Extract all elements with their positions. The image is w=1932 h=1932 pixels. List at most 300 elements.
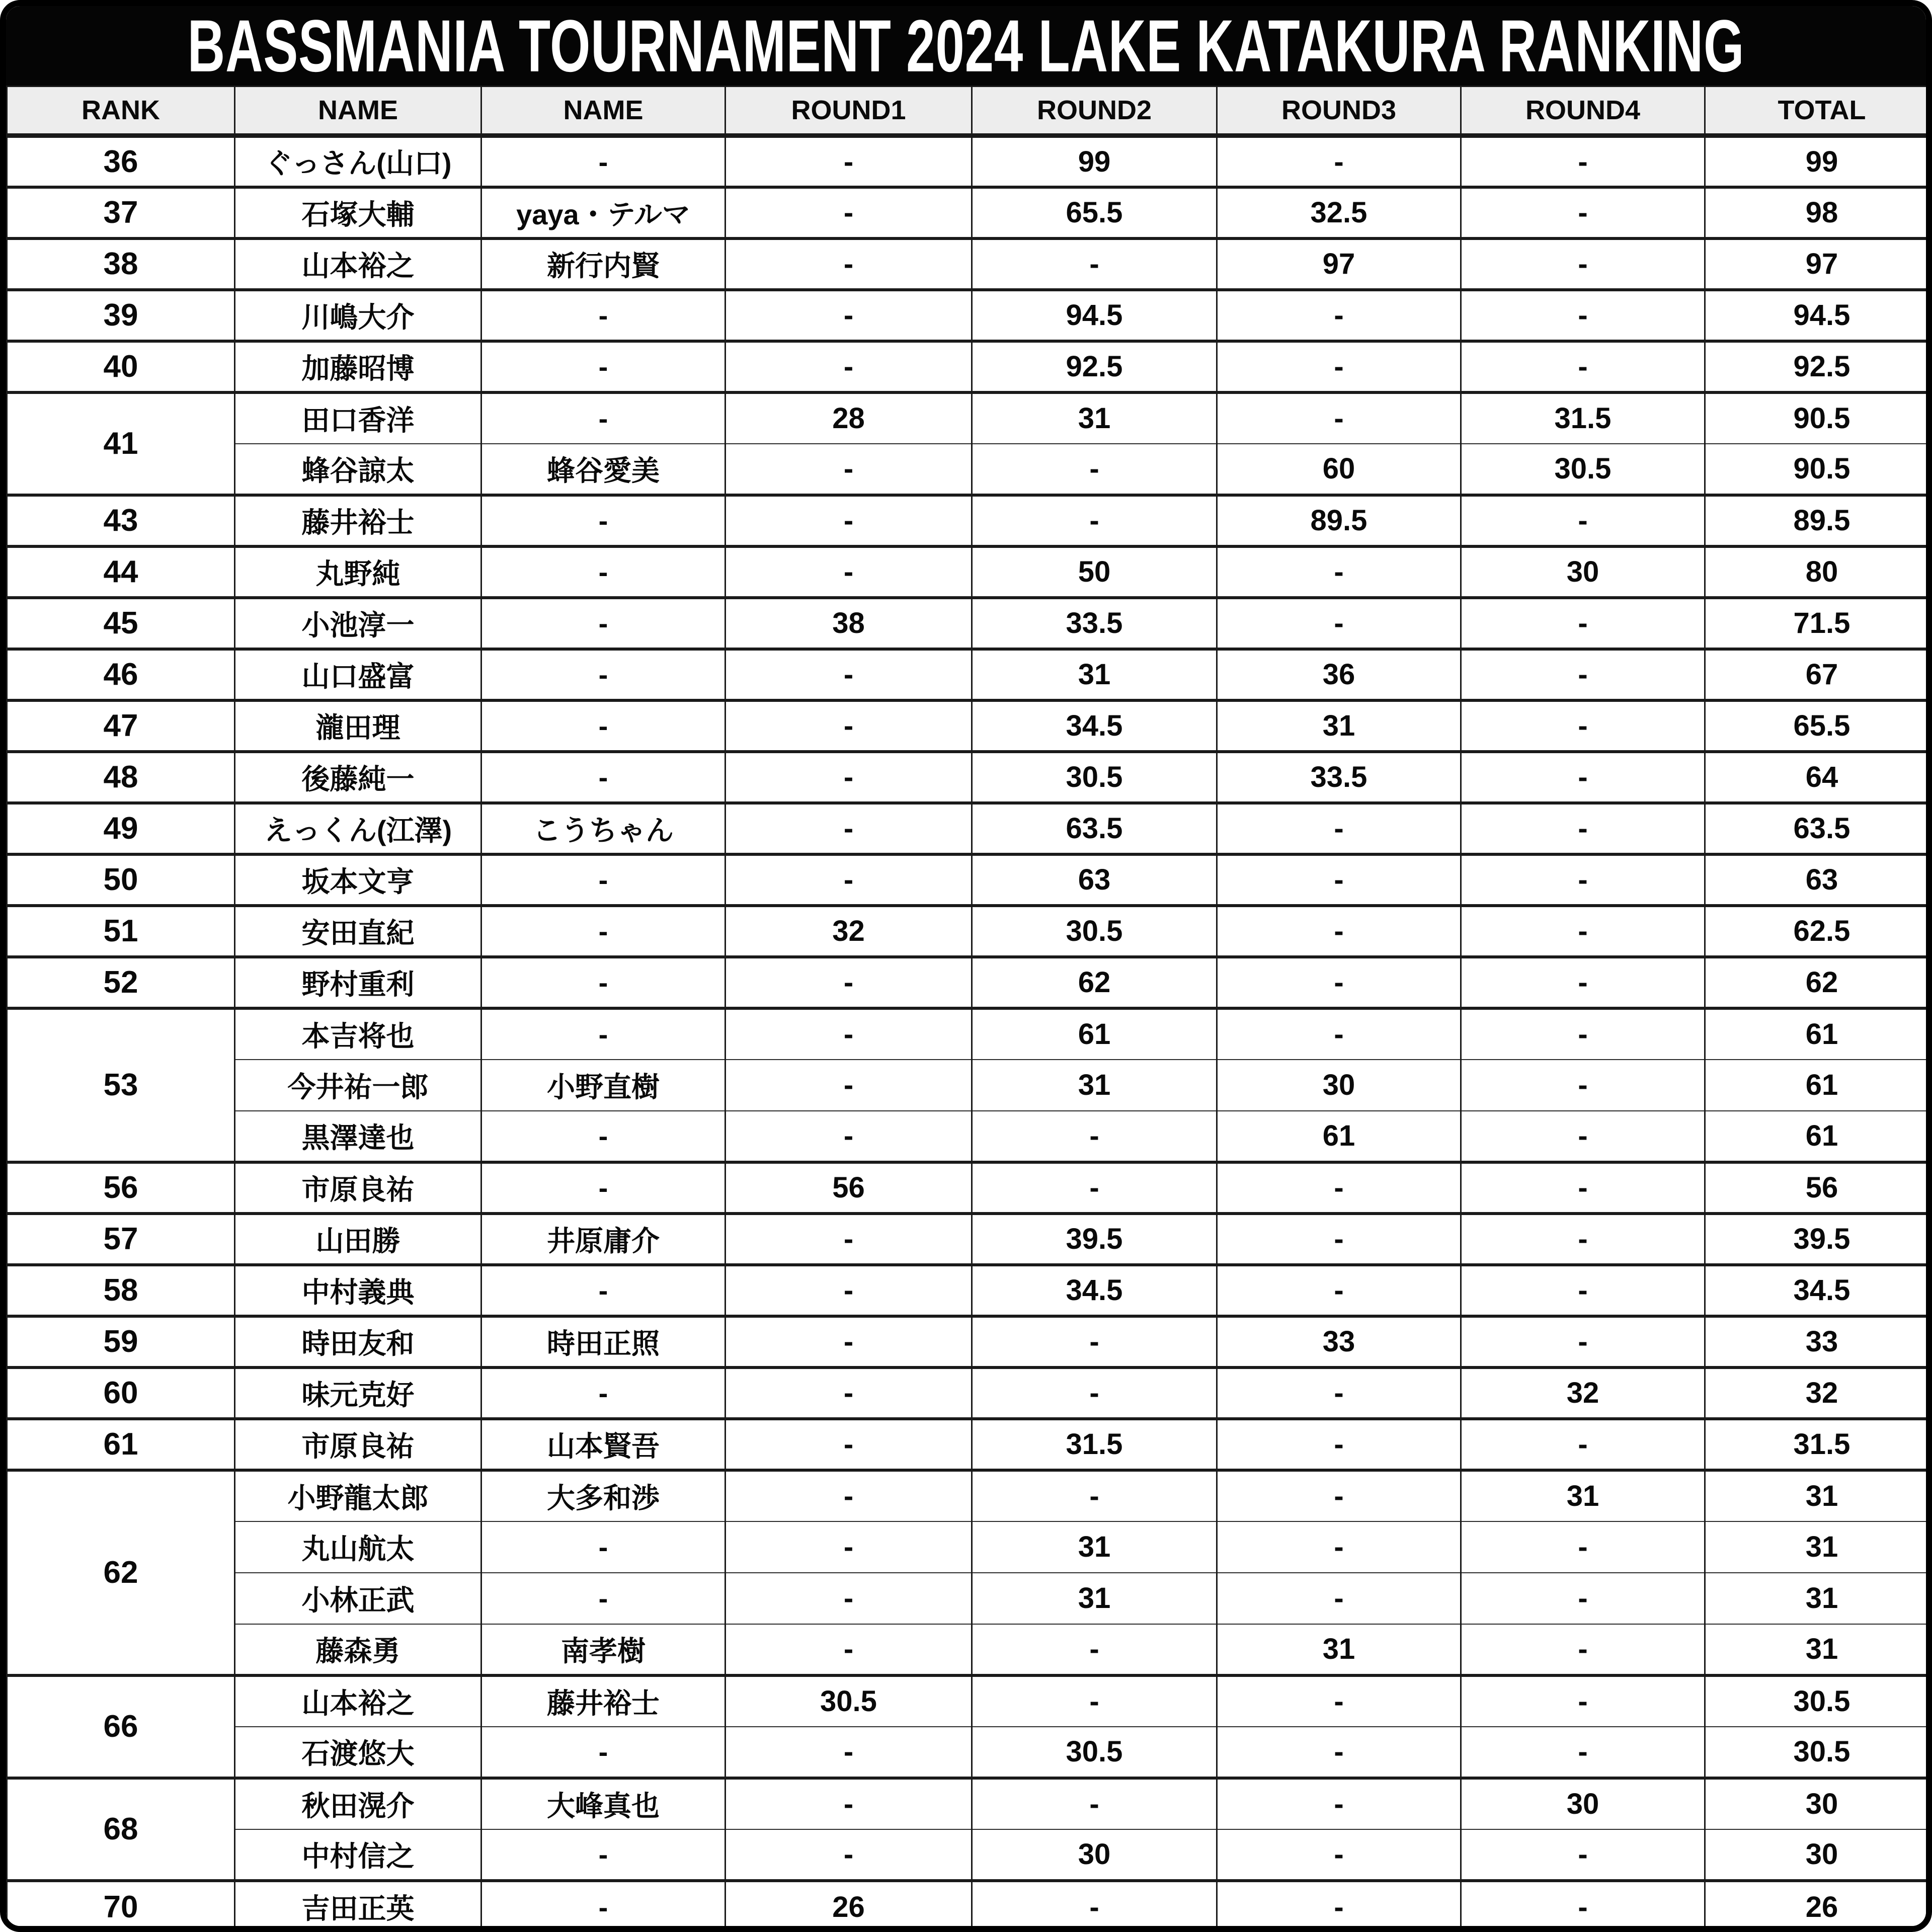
round4-score-cell: -: [1461, 1573, 1705, 1624]
name-cell-partner: -: [481, 546, 726, 598]
round2-score-cell: 62: [972, 957, 1217, 1008]
name-cell-partner: 山本賢吾: [481, 1419, 726, 1470]
column-header-total: TOTAL: [1705, 87, 1932, 136]
round3-score-cell: -: [1217, 136, 1461, 187]
name-cell-primary: ぐっさん(山口): [235, 136, 481, 187]
round3-score-cell: -: [1217, 1829, 1461, 1881]
name-cell-partner: -: [481, 649, 726, 700]
table-row: [7, 1111, 1932, 1162]
total-score-cell: 30: [1705, 1778, 1932, 1829]
round3-score-cell: -: [1217, 957, 1461, 1008]
name-cell-partner: 小野直樹: [481, 1060, 726, 1111]
round2-score-cell: 34.5: [972, 700, 1217, 752]
round1-score-cell: -: [726, 290, 972, 341]
name-cell-partner: -: [481, 906, 726, 957]
table-row: [7, 854, 1932, 906]
name-cell-partner: 新行内賢: [481, 238, 726, 290]
round4-score-cell: 30.5: [1461, 444, 1705, 495]
total-score-cell: 56: [1705, 1162, 1932, 1214]
round1-score-cell: -: [726, 495, 972, 546]
round4-score-cell: 32: [1461, 1367, 1705, 1419]
name-cell-partner: 蜂谷愛美: [481, 444, 726, 495]
header-row: [7, 87, 1932, 136]
round3-score-cell: -: [1217, 598, 1461, 649]
table-row: [7, 290, 1932, 341]
round1-score-cell: -: [726, 187, 972, 238]
round3-score-cell: 31: [1217, 1624, 1461, 1675]
name-cell-primary: 野村重利: [235, 957, 481, 1008]
rank-cell: 60: [7, 1367, 235, 1419]
table-row: [7, 803, 1932, 854]
round3-score-cell: -: [1217, 1727, 1461, 1778]
rank-cell: 61: [7, 1419, 235, 1470]
rank-cell: 51: [7, 906, 235, 957]
round2-score-cell: 50: [972, 546, 1217, 598]
total-score-cell: 31.5: [1705, 1419, 1932, 1470]
rank-cell: 39: [7, 290, 235, 341]
column-header-rank: RANK: [7, 87, 235, 136]
round2-score-cell: 34.5: [972, 1265, 1217, 1316]
round4-score-cell: -: [1461, 1419, 1705, 1470]
name-cell-primary: 丸野純: [235, 546, 481, 598]
round2-score-cell: -: [972, 1367, 1217, 1419]
ranking-table: [6, 86, 1932, 1932]
round3-score-cell: -: [1217, 341, 1461, 392]
rank-cell: 43: [7, 495, 235, 546]
table-row: [7, 752, 1932, 803]
round1-score-cell: 28: [726, 392, 972, 444]
total-score-cell: 64: [1705, 752, 1932, 803]
name-cell-primary: 時田友和: [235, 1316, 481, 1367]
total-score-cell: 33: [1705, 1316, 1932, 1367]
total-score-cell: 31: [1705, 1624, 1932, 1675]
round3-score-cell: -: [1217, 854, 1461, 906]
round3-score-cell: 32.5: [1217, 187, 1461, 238]
total-score-cell: 39.5: [1705, 1214, 1932, 1265]
table-row: [7, 1624, 1932, 1675]
round1-score-cell: -: [726, 1727, 972, 1778]
total-score-cell: 63: [1705, 854, 1932, 906]
name-cell-primary: えっくん(江澤): [235, 803, 481, 854]
name-cell-primary: 山口盛富: [235, 649, 481, 700]
name-cell-partner: 南孝樹: [481, 1624, 726, 1675]
name-cell-partner: -: [481, 1162, 726, 1214]
round2-score-cell: 65.5: [972, 187, 1217, 238]
name-cell-partner: -: [481, 1829, 726, 1881]
round4-score-cell: -: [1461, 649, 1705, 700]
name-cell-partner: 藤井裕士: [481, 1675, 726, 1727]
round3-score-cell: -: [1217, 1470, 1461, 1521]
table-row: [7, 1265, 1932, 1316]
round1-score-cell: -: [726, 1316, 972, 1367]
round4-score-cell: 31: [1461, 1470, 1705, 1521]
round2-score-cell: 94.5: [972, 290, 1217, 341]
table-row: [7, 238, 1932, 290]
name-cell-primary: 加藤昭博: [235, 341, 481, 392]
round4-score-cell: -: [1461, 1265, 1705, 1316]
round2-score-cell: 31: [972, 1521, 1217, 1573]
table-row: [7, 649, 1932, 700]
name-cell-primary: 小池淳一: [235, 598, 481, 649]
round3-score-cell: 36: [1217, 649, 1461, 700]
table-row: [7, 546, 1932, 598]
round2-score-cell: 31: [972, 649, 1217, 700]
total-score-cell: 26: [1705, 1881, 1932, 1932]
name-cell-primary: 藤森勇: [235, 1624, 481, 1675]
name-cell-partner: -: [481, 495, 726, 546]
table-body: [7, 136, 1932, 1932]
round3-score-cell: -: [1217, 906, 1461, 957]
round1-score-cell: -: [726, 957, 972, 1008]
name-cell-partner: -: [481, 1008, 726, 1060]
round1-score-cell: 32: [726, 906, 972, 957]
column-header-round3: ROUND3: [1217, 87, 1461, 136]
round2-score-cell: -: [972, 1162, 1217, 1214]
round2-score-cell: -: [972, 1675, 1217, 1727]
round4-score-cell: -: [1461, 1829, 1705, 1881]
round4-score-cell: -: [1461, 1521, 1705, 1573]
round3-score-cell: -: [1217, 1521, 1461, 1573]
name-cell-primary: 小林正武: [235, 1573, 481, 1624]
name-cell-partner: -: [481, 854, 726, 906]
table-row: [7, 700, 1932, 752]
round2-score-cell: 31: [972, 1573, 1217, 1624]
round2-score-cell: 99: [972, 136, 1217, 187]
name-cell-partner: 大多和渉: [481, 1470, 726, 1521]
round3-score-cell: -: [1217, 803, 1461, 854]
round3-score-cell: -: [1217, 1214, 1461, 1265]
round2-score-cell: 63: [972, 854, 1217, 906]
round4-score-cell: -: [1461, 495, 1705, 546]
rank-cell: 58: [7, 1265, 235, 1316]
round3-score-cell: -: [1217, 546, 1461, 598]
name-cell-primary: 安田直紀: [235, 906, 481, 957]
round4-score-cell: -: [1461, 1881, 1705, 1932]
total-score-cell: 62.5: [1705, 906, 1932, 957]
name-cell-primary: 山本裕之: [235, 238, 481, 290]
total-score-cell: 61: [1705, 1111, 1932, 1162]
table-row: [7, 136, 1932, 187]
rank-cell: 62: [7, 1470, 235, 1675]
round4-score-cell: 30: [1461, 546, 1705, 598]
round1-score-cell: -: [726, 136, 972, 187]
round4-score-cell: 30: [1461, 1778, 1705, 1829]
total-score-cell: 30.5: [1705, 1675, 1932, 1727]
name-cell-primary: 吉田正英: [235, 1881, 481, 1932]
rank-cell: 48: [7, 752, 235, 803]
round2-score-cell: 30.5: [972, 752, 1217, 803]
name-cell-partner: -: [481, 1573, 726, 1624]
round3-score-cell: 60: [1217, 444, 1461, 495]
rank-cell: 47: [7, 700, 235, 752]
round4-score-cell: 31.5: [1461, 392, 1705, 444]
total-score-cell: 94.5: [1705, 290, 1932, 341]
name-cell-partner: -: [481, 752, 726, 803]
round1-score-cell: -: [726, 1111, 972, 1162]
name-cell-partner: -: [481, 290, 726, 341]
name-cell-partner: -: [481, 392, 726, 444]
round1-score-cell: 30.5: [726, 1675, 972, 1727]
total-score-cell: 32: [1705, 1367, 1932, 1419]
round4-score-cell: -: [1461, 290, 1705, 341]
total-score-cell: 89.5: [1705, 495, 1932, 546]
table-row: [7, 906, 1932, 957]
rank-cell: 53: [7, 1008, 235, 1162]
table-row: [7, 1162, 1932, 1214]
round3-score-cell: 33.5: [1217, 752, 1461, 803]
round1-score-cell: -: [726, 1008, 972, 1060]
round4-score-cell: -: [1461, 238, 1705, 290]
name-cell-partner: -: [481, 957, 726, 1008]
round2-score-cell: 92.5: [972, 341, 1217, 392]
round3-score-cell: -: [1217, 1778, 1461, 1829]
round1-score-cell: -: [726, 854, 972, 906]
name-cell-primary: 市原良祐: [235, 1419, 481, 1470]
round1-score-cell: -: [726, 341, 972, 392]
round4-score-cell: -: [1461, 1316, 1705, 1367]
rank-cell: 68: [7, 1778, 235, 1881]
round1-score-cell: -: [726, 649, 972, 700]
name-cell-primary: 中村信之: [235, 1829, 481, 1881]
total-score-cell: 63.5: [1705, 803, 1932, 854]
table-row: [7, 1521, 1932, 1573]
table-row: [7, 1214, 1932, 1265]
column-header-name1: NAME: [235, 87, 481, 136]
round4-score-cell: -: [1461, 803, 1705, 854]
round2-score-cell: 31.5: [972, 1419, 1217, 1470]
table-row: [7, 1881, 1932, 1932]
total-score-cell: 30.5: [1705, 1727, 1932, 1778]
table-row: [7, 1470, 1932, 1521]
round3-score-cell: -: [1217, 1367, 1461, 1419]
name-cell-primary: 小野龍太郎: [235, 1470, 481, 1521]
table-row: [7, 1829, 1932, 1881]
table-row: [7, 187, 1932, 238]
column-header-round1: ROUND1: [726, 87, 972, 136]
round1-score-cell: -: [726, 803, 972, 854]
round2-score-cell: 30.5: [972, 906, 1217, 957]
name-cell-primary: 本吉将也: [235, 1008, 481, 1060]
round2-score-cell: -: [972, 1111, 1217, 1162]
round3-score-cell: -: [1217, 1008, 1461, 1060]
name-cell-partner: -: [481, 700, 726, 752]
total-score-cell: 90.5: [1705, 444, 1932, 495]
round3-score-cell: -: [1217, 392, 1461, 444]
name-cell-primary: 市原良祐: [235, 1162, 481, 1214]
name-cell-partner: -: [481, 1521, 726, 1573]
table-row: [7, 1008, 1932, 1060]
name-cell-primary: 後藤純一: [235, 752, 481, 803]
round2-score-cell: -: [972, 1470, 1217, 1521]
table-row: [7, 1778, 1932, 1829]
round2-score-cell: -: [972, 1881, 1217, 1932]
rank-cell: 59: [7, 1316, 235, 1367]
total-score-cell: 62: [1705, 957, 1932, 1008]
name-cell-primary: 瀧田理: [235, 700, 481, 752]
total-score-cell: 67: [1705, 649, 1932, 700]
rank-cell: 45: [7, 598, 235, 649]
table-row: [7, 598, 1932, 649]
table-row: [7, 1060, 1932, 1111]
round4-score-cell: -: [1461, 1060, 1705, 1111]
round1-score-cell: -: [726, 1778, 972, 1829]
round4-score-cell: -: [1461, 906, 1705, 957]
round4-score-cell: -: [1461, 700, 1705, 752]
title-bar: [6, 6, 1926, 86]
name-cell-partner: -: [481, 136, 726, 187]
round4-score-cell: -: [1461, 957, 1705, 1008]
round3-score-cell: -: [1217, 1419, 1461, 1470]
rank-cell: 49: [7, 803, 235, 854]
name-cell-primary: 黒澤達也: [235, 1111, 481, 1162]
name-cell-primary: 坂本文亨: [235, 854, 481, 906]
round2-score-cell: -: [972, 1778, 1217, 1829]
rank-cell: 38: [7, 238, 235, 290]
round2-score-cell: 63.5: [972, 803, 1217, 854]
rank-cell: 44: [7, 546, 235, 598]
rank-cell: 46: [7, 649, 235, 700]
round4-score-cell: -: [1461, 1111, 1705, 1162]
column-header-name2: NAME: [481, 87, 726, 136]
total-score-cell: 61: [1705, 1008, 1932, 1060]
name-cell-primary: 今井祐一郎: [235, 1060, 481, 1111]
name-cell-primary: 秋田滉介: [235, 1778, 481, 1829]
rank-cell: 66: [7, 1675, 235, 1778]
table-row: [7, 1316, 1932, 1367]
total-score-cell: 34.5: [1705, 1265, 1932, 1316]
column-header-round2: ROUND2: [972, 87, 1217, 136]
page-title: BASSMANIA TOURNAMENT 2024 LAKE KATAKURA RANKING: [187, 6, 1745, 86]
rank-cell: 56: [7, 1162, 235, 1214]
total-score-cell: 92.5: [1705, 341, 1932, 392]
rank-cell: 70: [7, 1881, 235, 1932]
round4-score-cell: -: [1461, 1675, 1705, 1727]
name-cell-primary: 蜂谷諒太: [235, 444, 481, 495]
round1-score-cell: -: [726, 1573, 972, 1624]
total-score-cell: 31: [1705, 1470, 1932, 1521]
round1-score-cell: -: [726, 752, 972, 803]
round2-score-cell: -: [972, 444, 1217, 495]
table-row: [7, 495, 1932, 546]
round3-score-cell: 33: [1217, 1316, 1461, 1367]
round1-score-cell: 38: [726, 598, 972, 649]
round2-score-cell: 33.5: [972, 598, 1217, 649]
round3-score-cell: -: [1217, 1675, 1461, 1727]
name-cell-partner: 大峰真也: [481, 1778, 726, 1829]
round4-score-cell: -: [1461, 136, 1705, 187]
table-row: [7, 1675, 1932, 1727]
name-cell-partner: -: [481, 1111, 726, 1162]
total-score-cell: 90.5: [1705, 392, 1932, 444]
round4-score-cell: -: [1461, 1214, 1705, 1265]
round2-score-cell: 61: [972, 1008, 1217, 1060]
round3-score-cell: -: [1217, 1265, 1461, 1316]
round1-score-cell: 56: [726, 1162, 972, 1214]
round1-score-cell: -: [726, 444, 972, 495]
round1-score-cell: 26: [726, 1881, 972, 1932]
round1-score-cell: -: [726, 1265, 972, 1316]
name-cell-partner: こうちゃん: [481, 803, 726, 854]
round3-score-cell: 61: [1217, 1111, 1461, 1162]
total-score-cell: 97: [1705, 238, 1932, 290]
round1-score-cell: -: [726, 1521, 972, 1573]
table-row: [7, 1419, 1932, 1470]
round2-score-cell: 30.5: [972, 1727, 1217, 1778]
table-row: [7, 957, 1932, 1008]
round1-score-cell: -: [726, 1829, 972, 1881]
round2-score-cell: -: [972, 1316, 1217, 1367]
round1-score-cell: -: [726, 1214, 972, 1265]
name-cell-partner: -: [481, 598, 726, 649]
name-cell-primary: 中村義典: [235, 1265, 481, 1316]
name-cell-primary: 田口香洋: [235, 392, 481, 444]
round2-score-cell: 31: [972, 1060, 1217, 1111]
round2-score-cell: 39.5: [972, 1214, 1217, 1265]
round1-score-cell: -: [726, 1419, 972, 1470]
round2-score-cell: -: [972, 1624, 1217, 1675]
round4-score-cell: -: [1461, 1162, 1705, 1214]
round4-score-cell: -: [1461, 854, 1705, 906]
round3-score-cell: 97: [1217, 238, 1461, 290]
table-row: [7, 1573, 1932, 1624]
rank-cell: 57: [7, 1214, 235, 1265]
round2-score-cell: -: [972, 495, 1217, 546]
total-score-cell: 31: [1705, 1521, 1932, 1573]
total-score-cell: 80: [1705, 546, 1932, 598]
round1-score-cell: -: [726, 1624, 972, 1675]
round4-score-cell: -: [1461, 598, 1705, 649]
name-cell-primary: 山本裕之: [235, 1675, 481, 1727]
name-cell-partner: -: [481, 341, 726, 392]
round2-score-cell: 31: [972, 392, 1217, 444]
rank-cell: 40: [7, 341, 235, 392]
total-score-cell: 65.5: [1705, 700, 1932, 752]
name-cell-primary: 石渡悠大: [235, 1727, 481, 1778]
round1-score-cell: -: [726, 1470, 972, 1521]
round3-score-cell: -: [1217, 1573, 1461, 1624]
name-cell-partner: -: [481, 1265, 726, 1316]
round3-score-cell: 89.5: [1217, 495, 1461, 546]
name-cell-primary: 山田勝: [235, 1214, 481, 1265]
round4-score-cell: -: [1461, 341, 1705, 392]
table-row: [7, 1367, 1932, 1419]
round4-score-cell: -: [1461, 1008, 1705, 1060]
round4-score-cell: -: [1461, 187, 1705, 238]
round4-score-cell: -: [1461, 752, 1705, 803]
name-cell-partner: -: [481, 1367, 726, 1419]
name-cell-partner: -: [481, 1727, 726, 1778]
name-cell-primary: 藤井裕士: [235, 495, 481, 546]
round3-score-cell: -: [1217, 1162, 1461, 1214]
name-cell-partner: yaya・テルマ: [481, 187, 726, 238]
round1-score-cell: -: [726, 1060, 972, 1111]
rank-cell: 50: [7, 854, 235, 906]
total-score-cell: 98: [1705, 187, 1932, 238]
round2-score-cell: -: [972, 238, 1217, 290]
name-cell-primary: 川嶋大介: [235, 290, 481, 341]
name-cell-primary: 丸山航太: [235, 1521, 481, 1573]
round1-score-cell: -: [726, 700, 972, 752]
round3-score-cell: 30: [1217, 1060, 1461, 1111]
round1-score-cell: -: [726, 238, 972, 290]
total-score-cell: 31: [1705, 1573, 1932, 1624]
table-row: [7, 341, 1932, 392]
table-row: [7, 1727, 1932, 1778]
table-row: [7, 444, 1932, 495]
name-cell-primary: 石塚大輔: [235, 187, 481, 238]
name-cell-partner: 時田正照: [481, 1316, 726, 1367]
round4-score-cell: -: [1461, 1624, 1705, 1675]
